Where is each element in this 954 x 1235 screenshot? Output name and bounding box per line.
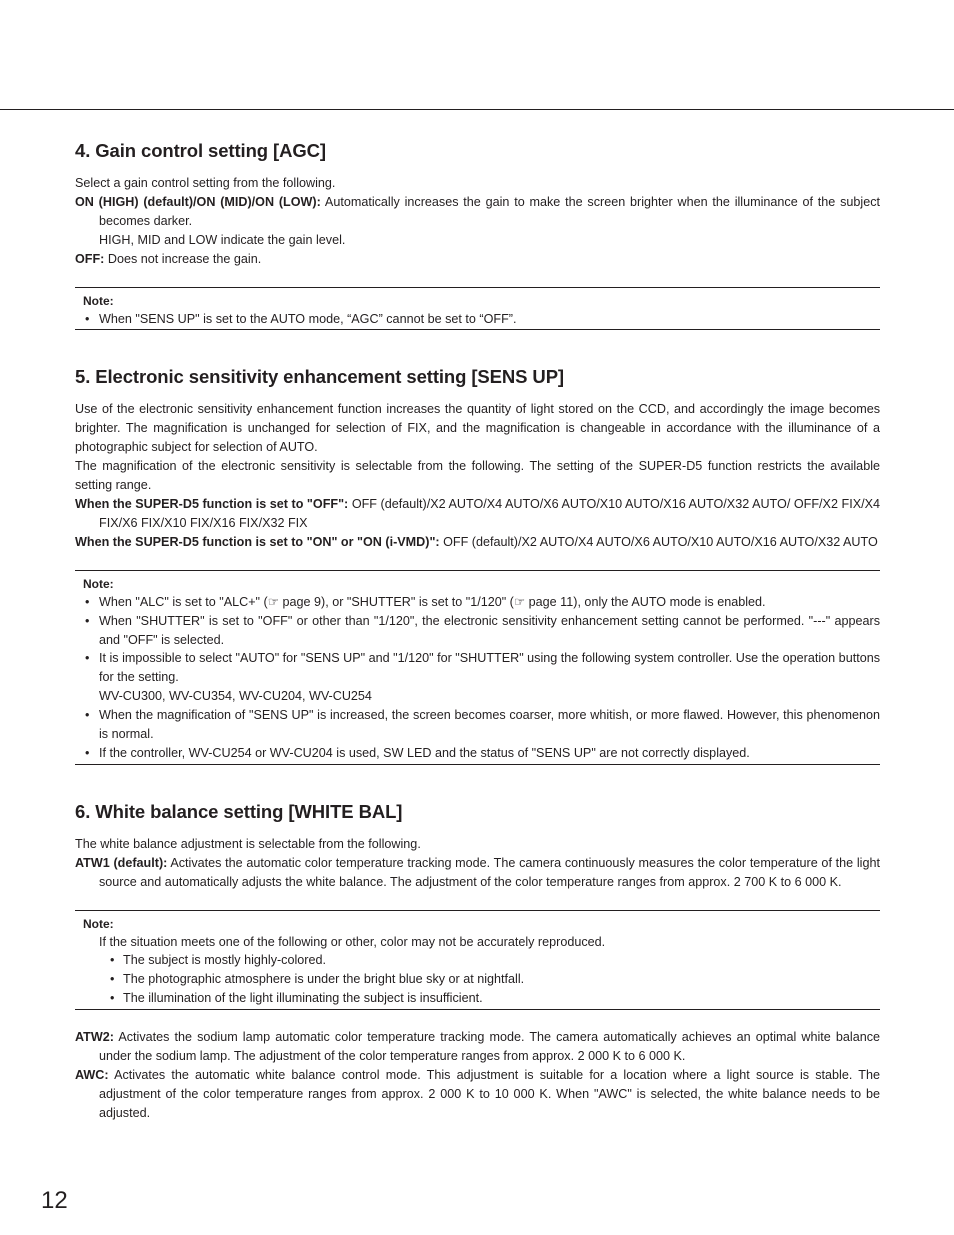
section-agc bbox=[75, 138, 880, 330]
note-bullet bbox=[75, 970, 880, 989]
note-title: Note: bbox=[83, 916, 114, 931]
option-item bbox=[75, 1028, 880, 1066]
bullet-dot: • bbox=[110, 991, 115, 1006]
header-rule bbox=[0, 109, 954, 110]
note-bullet bbox=[75, 951, 880, 970]
section-paragraph: Use of the electronic sensitivity enhancement function increases the quantity of light stored on the CCD, and accordingly the image becomes brighter. The magnification is unchanged for selection of FIX, and the magnification is changeable in accordance with the illuminance of a photographic subject for selection of AUTO. bbox=[75, 402, 880, 455]
page-number: 12 bbox=[41, 1187, 68, 1214]
note-box bbox=[75, 910, 880, 1011]
note-title: Note: bbox=[83, 293, 114, 308]
note-bullet-text: When "ALC" is set to "ALC+" (☞ page 9), or "SHUTTER" is set to "1/120" (☞ page 11), only the AUTO mode is enabled. bbox=[99, 594, 766, 609]
section-intro: Select a gain control setting from the following. bbox=[75, 176, 336, 190]
section-heading: 4. Gain control setting [AGC] bbox=[75, 140, 326, 161]
note-bullet-text: The illumination of the light illuminating the subject is insufficient. bbox=[123, 991, 483, 1006]
option-item bbox=[75, 495, 880, 533]
bullet-dot: • bbox=[85, 594, 90, 609]
option-text: Does not increase the gain. bbox=[104, 251, 262, 266]
note-bullet-text: It is impossible to select "AUTO" for "SENS UP" and "1/120" for "SHUTTER" using the following system controller. Use the operation buttons for the setting. bbox=[99, 651, 880, 685]
note-bullet-text: When "SENS UP" is set to the AUTO mode, “AGC” cannot be set to “OFF”. bbox=[99, 311, 517, 326]
option-label: AWC: bbox=[75, 1068, 109, 1082]
note-bullet bbox=[75, 706, 880, 744]
bullet-dot: • bbox=[85, 651, 90, 666]
section-sens-up bbox=[75, 364, 880, 764]
option-item bbox=[75, 1066, 880, 1123]
note-bullet-text: When "SHUTTER" is set to "OFF" or other than "1/120", the electronic sensitivity enhancement setting cannot be performed. "---" appears and "OFF" is selected. bbox=[99, 613, 880, 647]
note-bullet bbox=[75, 649, 880, 706]
note-bullet-text: If the controller, WV-CU254 or WV-CU204 is used, SW LED and the status of "SENS UP" are not correctly displayed. bbox=[99, 745, 750, 760]
bullet-dot: • bbox=[85, 745, 90, 760]
option-label: ATW1 (default): bbox=[75, 855, 168, 870]
option-text: Automatically increases the gain to make the screen brighter when the illuminance of the subject becomes darker. bbox=[99, 194, 880, 228]
section-intro: The white balance adjustment is selectable from the following. bbox=[75, 836, 421, 851]
option-item: HIGH, MID and LOW indicate the gain level. bbox=[99, 232, 346, 247]
option-text: Activates the automatic color temperature tracking mode. The camera continuously measures the color temperature of the light source and automatically adjusts the white balance. The adjustment of the color temperature ranges from approx. 2 700 K to 6 000 K. bbox=[99, 855, 880, 889]
note-title: Note: bbox=[83, 576, 114, 591]
note-bullets bbox=[75, 951, 880, 1008]
option-item bbox=[75, 250, 880, 269]
note-bullet bbox=[75, 744, 880, 763]
bullet-dot: • bbox=[110, 972, 115, 987]
section-heading: 5. Electronic sensitivity enhancement setting [SENS UP] bbox=[75, 366, 564, 388]
option-item bbox=[75, 193, 880, 231]
options-after-note bbox=[75, 1028, 880, 1123]
bullet-dot: • bbox=[85, 708, 90, 723]
note-bullet-text: The subject is mostly highly-colored. bbox=[123, 953, 326, 968]
note-bullets bbox=[75, 593, 880, 763]
option-text: OFF (default)/X2 AUTO/X4 AUTO/X6 AUTO/X10 AUTO/X16 AUTO/X32 AUTO bbox=[439, 534, 878, 549]
option-text: Activates the sodium lamp automatic color temperature tracking mode. The camera automatically achieves an optimal white balance under the sodium lamp. The adjustment of the color temperature ranges from approx. 2 000 K to 6 000 K. bbox=[99, 1030, 880, 1064]
option-label: ATW2: bbox=[75, 1030, 114, 1045]
bullet-dot: • bbox=[85, 311, 90, 326]
option-label: ON (HIGH) (default)/ON (MID)/ON (LOW): bbox=[75, 194, 321, 209]
option-item bbox=[75, 854, 880, 892]
section-paragraph: The magnification of the electronic sensitivity is selectable from the following. The setting of the SUPER-D5 function restricts the available setting range. bbox=[75, 459, 880, 493]
note-bullet bbox=[75, 612, 880, 650]
page-content bbox=[75, 138, 880, 1123]
note-bullet bbox=[75, 593, 880, 612]
option-text: Activates the automatic white balance control mode. This adjustment is suitable for a location where a light source is stable. The adjustment of the color temperature ranges from approx. 2 000 K to 10 000 K. When "AWC" is selected, the white balance needs to be adjusted. bbox=[99, 1068, 880, 1120]
note-bullets bbox=[75, 310, 880, 329]
note-text: If the situation meets one of the following or other, color may not be accurately reproduced. bbox=[99, 934, 606, 949]
bullet-dot: • bbox=[85, 613, 90, 628]
section-white-balance bbox=[75, 799, 880, 1123]
option-label: When the SUPER-D5 function is set to "OFF": bbox=[75, 496, 349, 511]
note-bullet bbox=[75, 989, 880, 1008]
section-heading: 6. White balance setting [WHITE BAL] bbox=[75, 800, 403, 822]
option-label: When the SUPER-D5 function is set to "ON" or "ON (i-VMD)": bbox=[75, 534, 440, 549]
option-item bbox=[75, 533, 880, 552]
bullet-dot: • bbox=[110, 953, 115, 968]
note-bullet-text: The photographic atmosphere is under the bright blue sky or at nightfall. bbox=[123, 972, 525, 987]
option-label: OFF: bbox=[75, 251, 105, 266]
note-box bbox=[75, 570, 880, 765]
option-text: OFF (default)/X2 AUTO/X4 AUTO/X6 AUTO/X10 AUTO/X16 AUTO/X32 AUTO/ OFF/X2 FIX/X4 FIX/X6 FIX/X10 FIX/X16 FIX/X32 FIX bbox=[99, 496, 880, 530]
note-bullet bbox=[75, 310, 880, 329]
note-box bbox=[75, 287, 880, 331]
controller-list: WV-CU300, WV-CU354, WV-CU204, WV-CU254 bbox=[99, 689, 372, 704]
note-bullet-text: When the magnification of "SENS UP" is increased, the screen becomes coarser, more whitish, or more flawed. However, this phenomenon is normal. bbox=[99, 708, 880, 742]
